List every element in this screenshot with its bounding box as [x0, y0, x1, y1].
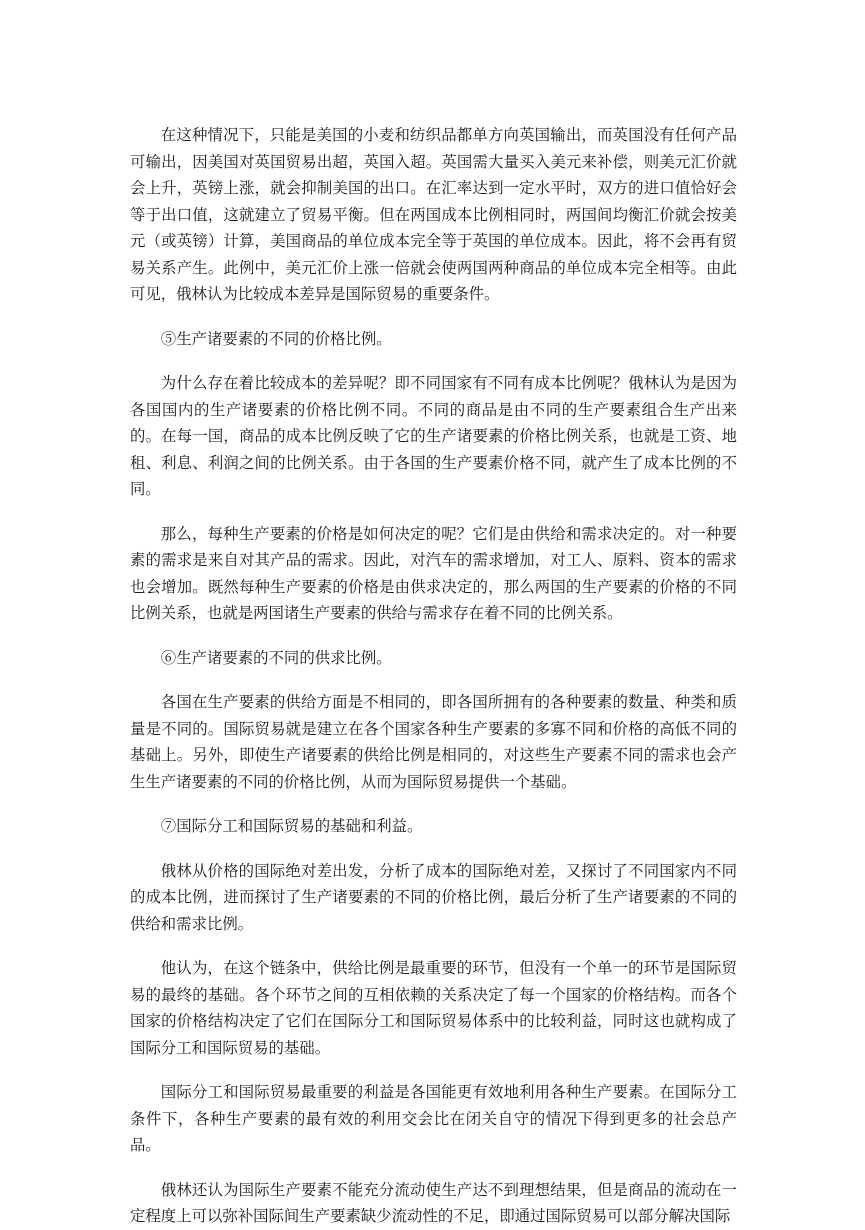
document-body [130, 122, 737, 1230]
paragraph-trade-balance: 在这种情况下，只能是美国的小麦和纺织品都单方向英国输出，而英国没有任何产品可输出，因美国对英国贸易出超，英国入超。英国需大量买入美元来补偿，则美元汇价就会上升，英镑上涨，就会抑制美国的出口。在汇率达到一定水平时，双方的进口值恰好会等于出口值，这就建立了贸易平衡。但在两国成本比例相同时，两国间均衡汇价就会按美元（或英镑）计算，美国商品的单位成本完全等于英国的单位成本。因此，将不会再有贸易关系产生。此例中，美元汇价上涨一倍就会使两国两种商品的单位成本完全相等。由此可见，俄林认为比较成本差异是国际贸易的重要条件。 [130, 126, 737, 303]
paragraph-factor-prices: 那么，每种生产要素的价格是如何决定的呢？它们是由供给和需求决定的。对一种要素的需求是来自对其产品的需求。因此，对汽车的需求增加，对工人、原料、资本的需求也会增加。既然每种生产要素的价格是由供求决定的，那么两国的生产要素的价格的不同比例关系，也就是两国诸生产要素的供给与需求存在着不同的比例关系。 [130, 524, 737, 622]
section-heading-5: ⑤生产诸要素的不同的价格比例。 [160, 329, 392, 348]
section-heading-6: ⑥生产诸要素的不同的供求比例。 [160, 648, 392, 667]
paragraph-ohlin-analysis: 俄林从价格的国际绝对差出发，分析了成本的国际绝对差，又探讨了不同国家内不同的成本比例，进而探讨了生产诸要素的不同的价格比例，最后分析了生产诸要素的不同的供给和需求比例。 [130, 861, 737, 933]
paragraph-supply-chain: 他认为，在这个链条中，供给比例是最重要的环节，但没有一个单一的环节是国际贸易的最终的基础。各个环节之间的互相依赖的关系决定了每一个国家的价格结构。而各个国家的价格结构决定了它们在国际分工和国际贸易体系中的比较利益，同时这也就构成了国际分工和国际贸易的基础。 [130, 959, 737, 1057]
section-heading-7: ⑦国际分工和国际贸易的基础和利益。 [160, 817, 423, 835]
paragraph-trade-benefits: 国际分工和国际贸易最重要的利益是各国能更有效地利用各种生产要素。在国际分工条件下，各种生产要素的最有效的利用交会比在闭关自守的情况下得到更多的社会总产品。 [130, 1083, 737, 1154]
paragraph-factor-mobility: 俄林还认为国际生产要素不能充分流动使生产达不到理想结果，但是商品的流动在一定程度上可以弥补国际间生产要素缺少流动性的不足，即通过国际贸易可以部分解决国际 [130, 1180, 737, 1225]
paragraph-factor-supply: 各国在生产要素的供给方面是不相同的，即各国所拥有的各种要素的数量、种类和质量是不同的。国际贸易就是建立在各个国家各种生产要素的多寡不同和价格的高低不同的基础上。另外，即使生产诸要素的供给比例是相同的，对这些生产要素不同的需求也会产生生产诸要素的不同的价格比例，从而为国际贸易提供一个基础。 [130, 693, 737, 791]
paragraph-cost-ratio: 为什么存在着比较成本的差异呢？即不同国家有不同有成本比例呢？俄林认为是因为各国国内的生产诸要素的价格比例不同。不同的商品是由不同的生产要素组合生产出来的。在每一国，商品的成本比例反映了它的生产诸要素的价格比例关系，也就是工资、地租、利息、利润之间的比例关系。由于各国的生产要素价格不同，就产生了成本比例的不同。 [130, 374, 737, 498]
